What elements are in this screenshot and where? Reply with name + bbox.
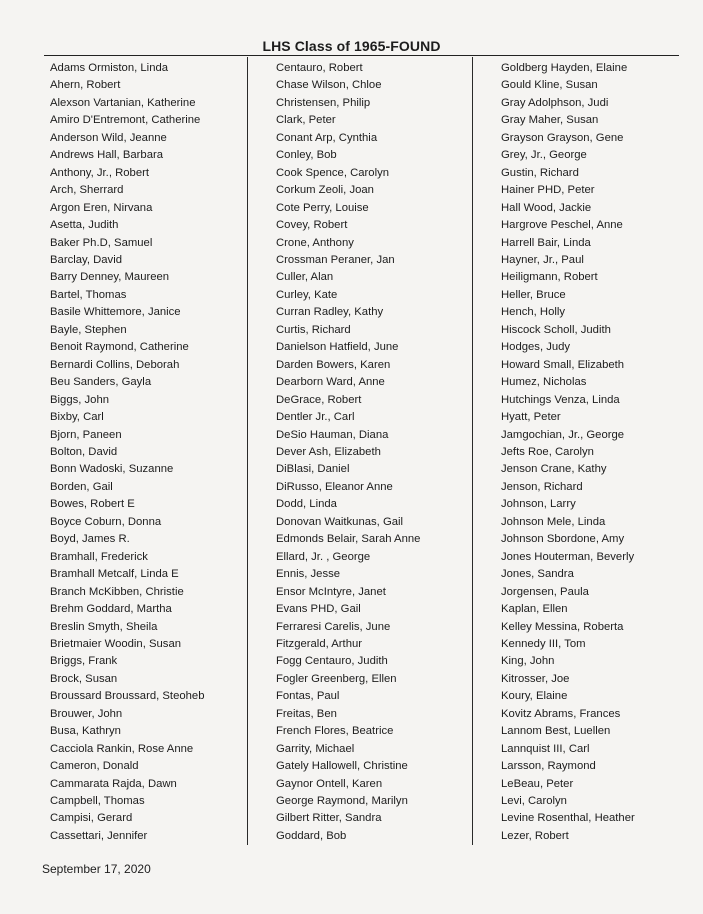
name-entry: Conley, Bob xyxy=(276,149,337,162)
name-entry: Cook Spence, Carolyn xyxy=(276,166,390,179)
name-entry: Cacciola Rankin, Rose Anne xyxy=(50,742,194,755)
name-entry: Bonn Wadoski, Suzanne xyxy=(50,463,174,476)
name-entry: Barry Denney, Maureen xyxy=(50,271,170,284)
name-entry: Gould Kline, Susan xyxy=(501,79,598,92)
column-divider xyxy=(472,57,473,845)
name-entry: Gray Maher, Susan xyxy=(501,114,599,127)
name-entry: Grey, Jr., George xyxy=(501,149,587,162)
name-entry: Donovan Waitkunas, Gail xyxy=(276,515,404,528)
name-entry: Conant Arp, Cynthia xyxy=(276,131,378,144)
name-entry: Hayner, Jr., Paul xyxy=(501,253,584,266)
name-entry: George Raymond, Marilyn xyxy=(276,795,408,808)
name-entry: Culler, Alan xyxy=(276,271,334,284)
name-entry: Bramhall, Frederick xyxy=(50,550,148,563)
name-entry: Howard Small, Elizabeth xyxy=(501,358,625,371)
name-entry: Breslin Smyth, Sheila xyxy=(50,620,158,633)
name-entry: French Flores, Beatrice xyxy=(276,725,394,738)
name-entry: Basile Whittemore, Janice xyxy=(50,306,181,319)
name-entry: Cammarata Rajda, Dawn xyxy=(50,777,177,790)
name-entry: Fontas, Paul xyxy=(276,690,340,703)
name-entry: Clark, Peter xyxy=(276,114,336,127)
name-entry: Barclay, David xyxy=(50,253,122,266)
name-entry: Dever Ash, Elizabeth xyxy=(276,445,381,458)
name-entry: Bowes, Robert E xyxy=(50,498,135,511)
name-entry: Bayle, Stephen xyxy=(50,323,127,336)
name-entry: Evans PHD, Gail xyxy=(276,603,361,616)
name-entry: Dodd, Linda xyxy=(276,498,337,511)
name-entry: Anderson Wild, Jeanne xyxy=(50,131,167,144)
name-entry: Chase Wilson, Chloe xyxy=(276,79,382,92)
name-entry: Curtis, Richard xyxy=(276,323,351,336)
name-entry: Brock, Susan xyxy=(50,672,118,685)
name-entry: Andrews Hall, Barbara xyxy=(50,149,164,162)
name-entry: Anthony, Jr., Robert xyxy=(50,166,150,179)
footer-date: September 17, 2020 xyxy=(42,862,151,876)
name-entry: Hargrove Peschel, Anne xyxy=(501,219,623,232)
name-entry: Hyatt, Peter xyxy=(501,411,561,424)
name-entry: Bixby, Carl xyxy=(50,411,104,424)
name-entry: Kaplan, Ellen xyxy=(501,603,568,616)
name-entry: Goldberg Hayden, Elaine xyxy=(501,62,628,74)
name-entry: Hench, Holly xyxy=(501,306,566,319)
name-entry: Lannom Best, Luellen xyxy=(501,725,611,738)
name-entry: Lannquist III, Carl xyxy=(501,742,590,755)
name-entry: Danielson Hatfield, June xyxy=(276,341,399,354)
name-entry: Dentler Jr., Carl xyxy=(276,411,355,424)
name-entry: Jorgensen, Paula xyxy=(501,585,589,598)
name-entry: Alexson Vartanian, Katherine xyxy=(50,96,196,109)
name-entry: Jones, Sandra xyxy=(501,568,574,581)
name-entry: Brehm Goddard, Martha xyxy=(50,603,172,616)
name-entry: Briggs, Frank xyxy=(50,655,118,668)
name-entry: Jenson Crane, Kathy xyxy=(501,463,607,476)
name-entry: Jones Houterman, Beverly xyxy=(501,550,635,563)
name-entry: Garrity, Michael xyxy=(276,742,355,755)
name-entry: Johnson, Larry xyxy=(501,498,576,511)
name-entry: Hainer PHD, Peter xyxy=(501,184,595,197)
name-column-3 xyxy=(501,60,635,845)
name-entry: Harrell Bair, Linda xyxy=(501,236,591,249)
name-entry: Johnson Sbordone, Amy xyxy=(501,533,625,546)
name-entry: Hiscock Scholl, Judith xyxy=(501,323,611,336)
name-entry: Hall Wood, Jackie xyxy=(501,201,592,214)
name-entry: Broussard Broussard, Steoheb xyxy=(50,690,205,703)
name-entry: Crone, Anthony xyxy=(276,236,354,249)
name-entry: Hodges, Judy xyxy=(501,341,571,354)
name-entry: DeGrace, Robert xyxy=(276,393,362,406)
name-entry: Branch McKibben, Christie xyxy=(50,585,184,598)
name-entry: Biggs, John xyxy=(50,393,110,406)
name-entry: Gustin, Richard xyxy=(501,166,579,179)
name-entry: Cassettari, Jennifer xyxy=(50,829,148,842)
name-entry: Amiro D'Entremont, Catherine xyxy=(50,114,201,127)
name-entry: Bolton, David xyxy=(50,445,118,458)
name-column-2 xyxy=(276,60,420,845)
name-entry: Crossman Peraner, Jan xyxy=(276,253,395,266)
name-column-1 xyxy=(50,60,204,845)
name-entry: Kovitz Abrams, Frances xyxy=(501,707,621,720)
name-entry: Heiligmann, Robert xyxy=(501,271,598,284)
name-entry: Centauro, Robert xyxy=(276,62,363,74)
name-entry: Campbell, Thomas xyxy=(50,795,145,808)
name-entry: Dearborn Ward, Anne xyxy=(276,376,385,389)
name-entry: Ahern, Robert xyxy=(50,79,121,92)
name-entry: Bartel, Thomas xyxy=(50,288,127,301)
name-entry: Gray Adolphson, Judi xyxy=(501,96,609,109)
name-entry: Bramhall Metcalf, Linda E xyxy=(50,568,179,581)
name-entry: Argon Eren, Nirvana xyxy=(50,201,153,214)
column-divider xyxy=(247,57,248,845)
name-entry: Koury, Elaine xyxy=(501,690,568,703)
name-entry: Brouwer, John xyxy=(50,707,123,720)
name-entry: Ellard, Jr. , George xyxy=(276,550,371,563)
name-entry: Covey, Robert xyxy=(276,219,348,232)
name-entry: Ennis, Jesse xyxy=(276,568,341,581)
name-entry: Levi, Carolyn xyxy=(501,795,567,808)
name-entry: Boyce Coburn, Donna xyxy=(50,515,162,528)
name-entry: Gilbert Ritter, Sandra xyxy=(276,812,382,825)
name-entry: DeSio Hauman, Diana xyxy=(276,428,389,441)
name-entry: Larsson, Raymond xyxy=(501,760,596,773)
name-entry: Humez, Nicholas xyxy=(501,376,587,389)
name-entry: Curley, Kate xyxy=(276,288,338,301)
title-underline xyxy=(44,55,679,56)
name-entry: Jamgochian, Jr., George xyxy=(501,428,625,441)
name-entry: Busa, Kathryn xyxy=(50,725,121,738)
name-entry: Grayson Grayson, Gene xyxy=(501,131,624,144)
name-entry: King, John xyxy=(501,655,555,668)
name-entry: Hutchings Venza, Linda xyxy=(501,393,620,406)
name-entry: Boyd, James R. xyxy=(50,533,130,546)
name-entry: Adams Ormiston, Linda xyxy=(50,62,169,74)
name-entry: Asetta, Judith xyxy=(50,219,119,232)
name-entry: Heller, Bruce xyxy=(501,288,566,301)
name-entry: Christensen, Philip xyxy=(276,96,371,109)
name-entry: Bernardi Collins, Deborah xyxy=(50,358,180,371)
name-entry: Goddard, Bob xyxy=(276,829,347,842)
name-entry: Baker Ph.D, Samuel xyxy=(50,236,153,249)
name-entry: Gately Hallowell, Christine xyxy=(276,760,408,773)
name-entry: Gaynor Ontell, Karen xyxy=(276,777,383,790)
name-entry: Ensor McIntyre, Janet xyxy=(276,585,386,598)
name-entry: Arch, Sherrard xyxy=(50,184,124,197)
name-entry: Beu Sanders, Gayla xyxy=(50,376,152,389)
name-entry: Levine Rosenthal, Heather xyxy=(501,812,635,825)
name-entry: Fogg Centauro, Judith xyxy=(276,655,388,668)
name-entry: Jenson, Richard xyxy=(501,480,583,493)
name-entry: Jefts Roe, Carolyn xyxy=(501,445,594,458)
name-entry: Kitrosser, Joe xyxy=(501,672,570,685)
name-entry: Benoit Raymond, Catherine xyxy=(50,341,189,354)
name-entry: Johnson Mele, Linda xyxy=(501,515,606,528)
name-entry: Corkum Zeoli, Joan xyxy=(276,184,374,197)
name-entry: LeBeau, Peter xyxy=(501,777,574,790)
name-entry: DiBlasi, Daniel xyxy=(276,463,350,476)
name-entry: Borden, Gail xyxy=(50,480,113,493)
name-entry: Freitas, Ben xyxy=(276,707,337,720)
name-entry: Bjorn, Paneen xyxy=(50,428,122,441)
name-entry: Curran Radley, Kathy xyxy=(276,306,384,319)
name-entry: Cote Perry, Louise xyxy=(276,201,369,214)
name-entry: Edmonds Belair, Sarah Anne xyxy=(276,533,421,546)
page-title: LHS Class of 1965-FOUND xyxy=(262,38,441,54)
name-entry: Fitzgerald, Arthur xyxy=(276,637,363,650)
name-entry: Cameron, Donald xyxy=(50,760,139,773)
name-entry: Fogler Greenberg, Ellen xyxy=(276,672,397,685)
name-entry: DiRusso, Eleanor Anne xyxy=(276,480,393,493)
name-entry: Ferraresi Carelis, June xyxy=(276,620,391,633)
name-entry: Campisi, Gerard xyxy=(50,812,133,825)
name-entry: Brietmaier Woodin, Susan xyxy=(50,637,182,650)
name-entry: Darden Bowers, Karen xyxy=(276,358,391,371)
name-entry: Lezer, Robert xyxy=(501,829,569,842)
name-entry: Kennedy III, Tom xyxy=(501,637,586,650)
name-entry: Kelley Messina, Roberta xyxy=(501,620,624,633)
